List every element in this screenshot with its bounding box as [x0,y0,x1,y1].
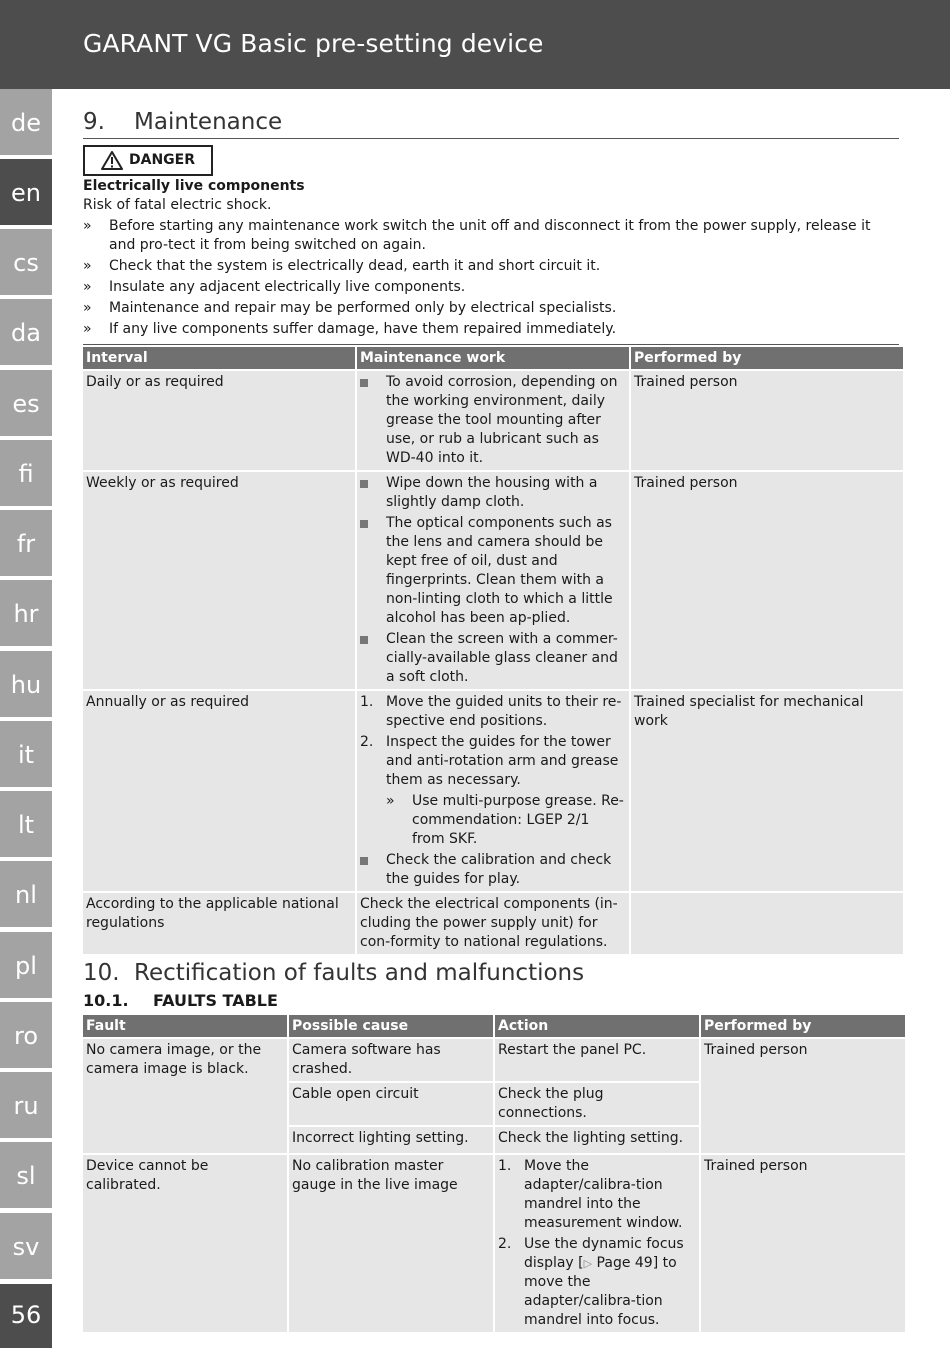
bullet-marker: » [83,218,92,234]
bullet-square-icon [360,520,368,528]
column-header: Performed by [631,347,903,371]
list-item-text: Before starting any maintenance work switch the unit off and disconnect it from the power supply, release it and pro-tect it from being switched on again. [109,218,871,253]
fault-cell: Device cannot be calibrated. [83,1155,287,1334]
work-item [360,514,626,628]
table-header-row [83,1015,905,1039]
section-number: 9. [83,109,105,135]
page-number: 56 [0,1284,52,1348]
column-header: Performed by [701,1015,905,1039]
section-10-heading [83,959,899,987]
bullet-square-icon [360,857,368,865]
section-9-heading [83,108,899,139]
column-header: Fault [83,1015,287,1039]
interval-cell: Daily or as required [83,371,355,472]
table-row [83,1155,905,1334]
lang-tab-sv[interactable]: sv [0,1213,52,1281]
bullet-marker: » [83,300,92,316]
work-cell: Check the electrical components (in-cluding the power supply unit) for con-formity to national regulations. [357,893,629,956]
column-header: Action [495,1015,699,1039]
list-item-text: Insulate any adjacent electrically live components. [109,279,466,295]
lang-tab-en[interactable]: en [0,159,52,227]
maintenance-table [81,347,905,956]
step-number: 2. [498,1236,512,1252]
section-title: Maintenance [134,109,283,135]
lang-tab-pl[interactable]: pl [0,932,52,1000]
cause-cell: Incorrect lighting setting. [289,1127,493,1155]
step-number: 1. [498,1158,512,1174]
performer-cell: Trained specialist for mechanical work [631,691,903,893]
list-item [83,278,899,297]
column-header: Interval [83,347,355,371]
list-item-text: Maintenance and repair may be performed only by electrical specialists. [109,300,617,316]
action-step-text: Move the adapter/calibra-tion mandrel into the measurement window. [524,1158,683,1231]
danger-text: DANGER [129,152,196,168]
lang-tab-ru[interactable]: ru [0,1072,52,1140]
action-cell: Check the plug connections. [495,1083,699,1127]
lang-tab-sl[interactable]: sl [0,1142,52,1210]
list-item-text: If any live components suffer damage, have them repaired immediately. [109,321,617,337]
performer-cell: Trained person [701,1155,905,1334]
lang-tab-nl[interactable]: nl [0,861,52,929]
list-item-text: Check that the system is electrically dead, earth it and short circuit it. [109,258,601,274]
document-title: GARANT VG Basic pre-setting device [83,29,544,58]
action-cell: Check the lighting setting. [495,1127,699,1155]
step-number: 1. [360,694,374,710]
performer-cell: Trained person [631,472,903,691]
column-header: Maintenance work [357,347,629,371]
safety-instructions [83,217,899,339]
table-row [83,691,903,893]
work-item-text: Clean the screen with a commer-cially-available glass cleaner and a soft cloth. [386,631,618,685]
step-number: 2. [360,734,374,750]
performer-cell: Trained person [631,371,903,472]
work-item-text: Wipe down the housing with a slightly damp cloth. [386,475,598,510]
page-header [0,0,950,89]
page-ref-arrow-icon: ▷ [583,1257,593,1270]
bullet-marker: » [83,321,92,337]
work-cell [357,691,629,893]
section-number: 10. [83,960,120,986]
page-content [83,108,899,1334]
cause-cell: Cable open circuit [289,1083,493,1127]
lang-tab-it[interactable]: it [0,721,52,789]
table-divider [83,344,899,956]
table-row [83,371,903,472]
interval-cell: According to the applicable national regulations [83,893,355,956]
list-item [83,217,899,255]
work-step [360,733,626,849]
bullet-marker: » [386,793,395,809]
faults-table [81,1015,907,1334]
lang-tab-ro[interactable]: ro [0,1002,52,1070]
warning-triangle-icon [101,151,123,170]
list-item [83,320,899,339]
subsection-heading [83,990,899,1012]
interval-cell: Annually or as required [83,691,355,893]
table-header-row [83,347,903,371]
action-step-text: Use the dynamic focus display [ [524,1236,684,1271]
work-item-text: To avoid corrosion, depending on the working environment, daily grease the tool mounting after use, or rub a lubricant such as WD-40 into it. [386,374,618,466]
list-item [83,257,899,276]
lang-tab-fi[interactable]: fi [0,440,52,508]
subsection-number: 10.1. [83,991,129,1010]
lang-tab-da[interactable]: da [0,299,52,367]
lang-tab-hr[interactable]: hr [0,580,52,648]
table-row [83,472,903,691]
lang-tab-de[interactable]: de [0,89,52,157]
work-item [360,630,626,687]
sub-instruction-text: Use multi-purpose grease. Re-commendation: LGEP 2/1 from SKF. [412,793,624,847]
bullet-marker: » [83,279,92,295]
cause-cell: No calibration master gauge in the live image [289,1155,493,1334]
performer-cell [631,893,903,956]
warning-text: Risk of fatal electric shock. [83,197,272,213]
performer-cell: Trained person [701,1039,905,1155]
work-item-text: Check the calibration and check the guides for play. [386,852,612,887]
action-cell [495,1155,699,1334]
action-step [498,1235,696,1330]
language-sidebar [0,89,52,1348]
lang-tab-hu[interactable]: hu [0,651,52,719]
work-item-text: The optical components such as the lens and camera should be kept free of oil, dust and fingerprints. Clean them with a non-linting cloth to which a little alcohol has been ap-plied. [386,515,613,626]
warning-title: Electrically live components [83,178,305,194]
column-header: Possible cause [289,1015,493,1039]
work-cell [357,371,629,472]
work-item [360,851,626,889]
work-cell [357,472,629,691]
sub-instruction [386,792,626,849]
work-item [360,373,626,468]
lang-tab-es[interactable]: es [0,370,52,438]
table-row [83,893,903,956]
work-step-text: Move the guided units to their re-spective end positions. [386,694,622,729]
lang-tab-lt[interactable]: lt [0,791,52,859]
danger-label [83,145,213,176]
list-item [83,299,899,318]
lang-tab-fr[interactable]: fr [0,510,52,578]
subsection-title: FAULTS TABLE [153,991,278,1010]
action-cell: Restart the panel PC. [495,1039,699,1083]
cause-cell: Camera software has crashed. [289,1039,493,1083]
work-step [360,693,626,731]
bullet-square-icon [360,480,368,488]
table-row [83,1039,905,1083]
fault-cell: No camera image, or the camera image is black. [83,1039,287,1155]
section-title: Rectification of faults and malfunctions [134,960,585,986]
page-reference-link[interactable]: Page 49 [596,1255,653,1271]
work-step-text: Inspect the guides for the tower and anti-rotation arm and grease them as necessary. [386,734,619,788]
interval-cell: Weekly or as required [83,472,355,691]
bullet-marker: » [83,258,92,274]
bullet-square-icon [360,379,368,387]
action-step [498,1157,696,1233]
lang-tab-cs[interactable]: cs [0,229,52,297]
bullet-square-icon [360,636,368,644]
action-step-text: ] to move the adapter/calibra-tion mandrel into focus. [524,1255,677,1328]
work-item [360,474,626,512]
